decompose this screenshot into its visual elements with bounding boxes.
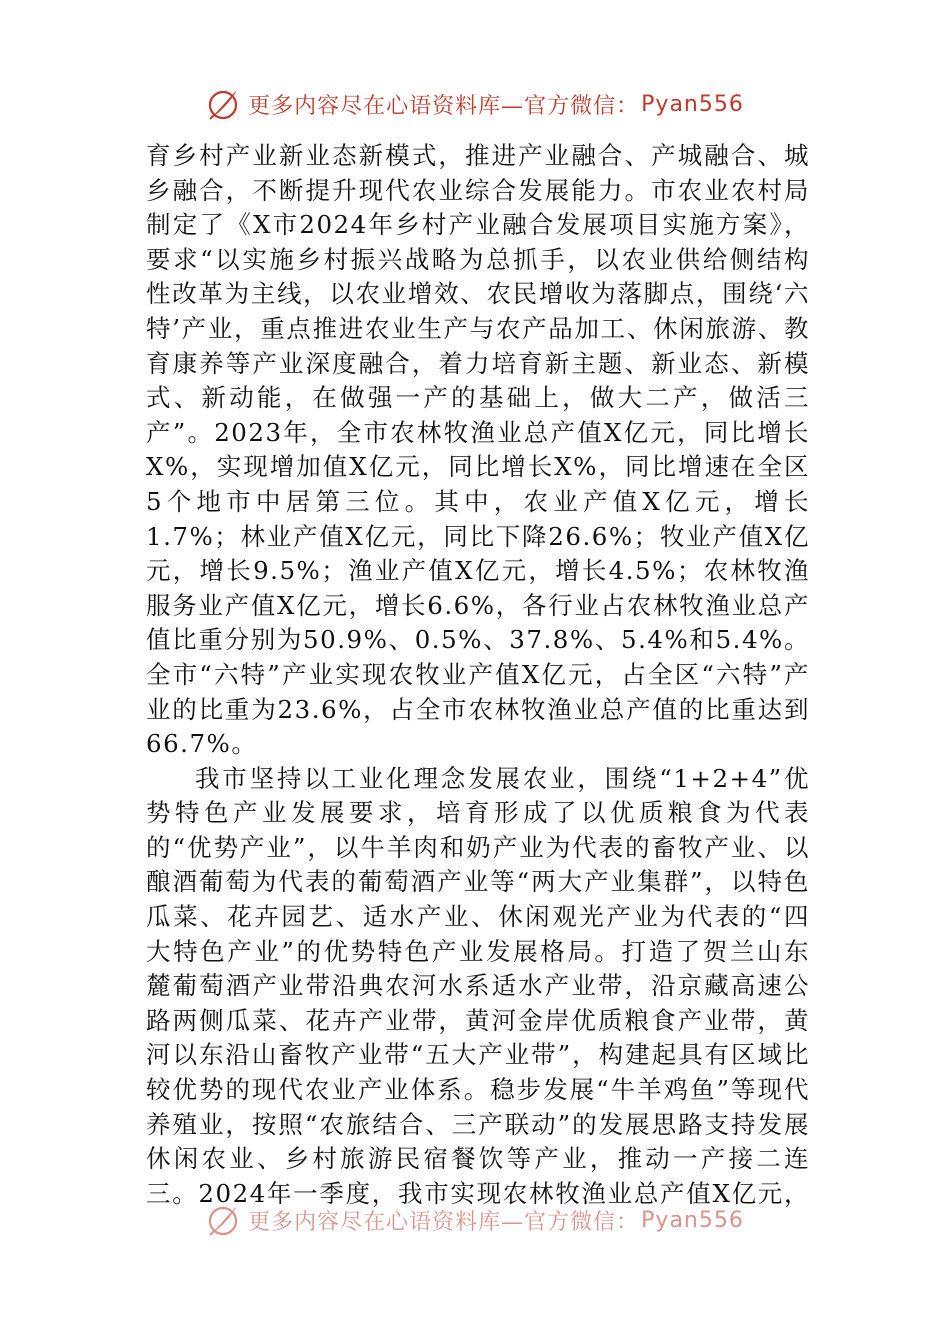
quill-logo-icon [206,1203,240,1237]
watermark-wechat-id: Pyan556 [641,91,744,117]
document-body [146,139,810,1210]
footer-watermark [0,1203,950,1237]
watermark-text: 更多内容尽在心语资料库—官方微信： [248,1209,640,1235]
watermark-wechat-id: Pyan556 [641,1207,744,1233]
watermark-text: 更多内容尽在心语资料库—官方微信： [248,93,640,119]
paragraph-2: 我市坚持以工业化理念发展农业，围绕“1+2+4”优势特色产业发展要求，培育形成了以优质粮食为代表的“优势产业”，以牛羊肉和奶产业为代表的畜牧产业、以酿酒葡萄为代表的葡萄酒产业等“两大产业集群”，以特色瓜菜、花卉园艺、适水产业、休闲观光产业为代表的“四大特色产业”的优势特色产业发展格局。打造了贺兰山东麓葡萄酒产业带沿典农河水系适水产业带，沿京藏高速公路两侧瓜菜、花卉产业带，黄河金岸优质粮食产业带，黄河以东沿山畜牧产业带“五大产业带”，构建起具有区域比较优势的现代农业产业体系。稳步发展“牛羊鸡鱼”等现代养殖业，按照“农旅结合、三产联动”的发展思路支持发展休闲农业、乡村旅游民宿餐饮等产业，推动一产接二连三。2024年一季度，我市实现农林牧渔业总产值X亿元， [146,763,810,1208]
paragraph-1: 育乡村产业新业态新模式，推进产业融合、产城融合、城乡融合，不断提升现代农业综合发展能力。市农业农村局制定了《X市2024年乡村产业融合发展项目实施方案》，要求“以实施乡村振兴战略为总抓手，以农业供给侧结构性改革为主线，以农业增效、农民增收为落脚点，围绕‘六特’产业，重点推进农业生产与农产品加工、休闲旅游、教育康养等产业深度融合，着力培育新主题、新业态、新模式、新动能，在做强一产的基础上，做大二产，做活三产”。2023年，全市农林牧渔业总产值X亿元，同比增长X%，实现增加值X亿元，同比增长X%，同比增速在全区5个地市中居第三位。其中，农业产值X亿元，增长1.7%；林业产值X亿元，同比下降26.6%；牧业产值X亿元，增长9.5%；渔业产值X亿元，增长4.5%；农林牧渔服务业产值X亿元，增长6.6%，各行业占农林牧渔业总产值比重分别为50.9%、0.5%、37.8%、5.4%和5.4%。全市“六特”产业实现农牧业产值X亿元，占全区“六特”产业的比重为23.6%，占全市农林牧渔业总产值的比重达到66.7%。 [146,141,810,759]
